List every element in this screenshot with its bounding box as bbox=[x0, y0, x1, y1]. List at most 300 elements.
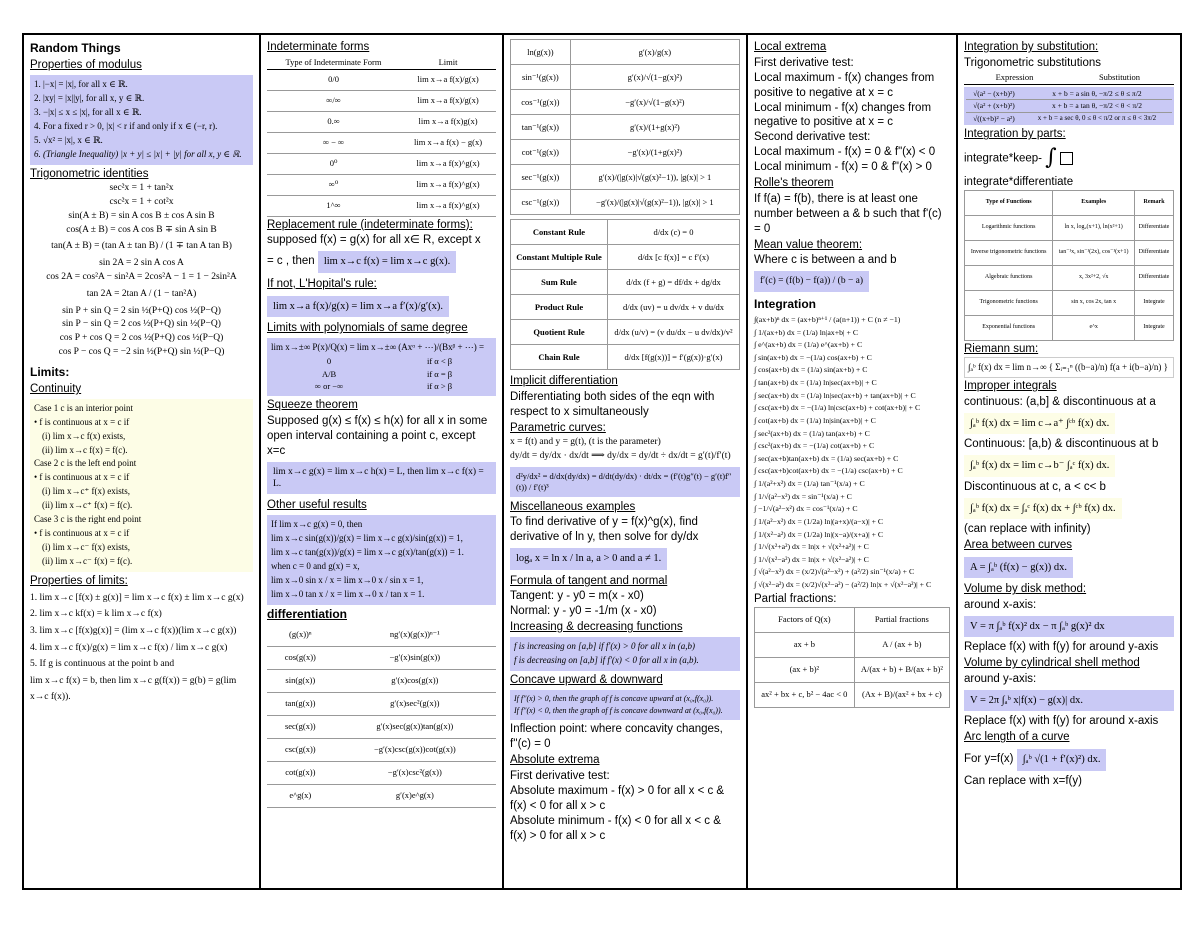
table-row bbox=[511, 345, 740, 370]
table-cell: ln(g(x)) bbox=[511, 40, 571, 65]
continuity-line: (ii) lim x→c⁻ f(x) = f(c). bbox=[42, 556, 133, 566]
table-cell: cot(g(x)) bbox=[267, 761, 334, 784]
local-extrema-heading: Local extrema bbox=[754, 41, 827, 53]
table-row bbox=[511, 220, 740, 245]
absolute-extrema-heading: Absolute extrema bbox=[510, 754, 600, 767]
useful-result: lim x→0 sin x / x = lim x→0 x / sin x = 1, bbox=[271, 574, 424, 585]
table-cell: lim x→a f(x)/g(x) bbox=[400, 69, 496, 90]
table-cell: −g′(x)csc(g(x))cot(g(x)) bbox=[334, 738, 496, 761]
case-condition: if α < β bbox=[426, 355, 453, 366]
table-cell: e^g(x) bbox=[267, 784, 334, 807]
table-cell: lim x→a f(x) − g(x) bbox=[400, 132, 496, 153]
misc-heading: Miscellaneous examples bbox=[510, 500, 636, 513]
table-row bbox=[511, 115, 740, 140]
table-cell: lim x→a f(x)/g(x) bbox=[400, 90, 496, 111]
replacement-text: supposed f(x) = g(x) for all x∈ R, except x bbox=[267, 234, 481, 247]
modulus-item: 3. −|x| ≤ x ≤ |x|, for all x ∈ ℝ. bbox=[34, 106, 142, 117]
table-cell: cos(g(x)) bbox=[267, 646, 334, 669]
table-cell: x + b = a sin θ, −π/2 ≤ θ ≤ π/2 bbox=[1022, 88, 1172, 100]
table-cell: A/(ax + b) + B/(ax + b)² bbox=[854, 657, 949, 682]
inflection-text: Inflection point: where concavity changes, f''(c) = 0 bbox=[510, 723, 723, 751]
table-cell: −g′(x)/(1+g(x)²) bbox=[570, 140, 739, 165]
table-cell: g′(x)e^g(x) bbox=[334, 784, 496, 807]
integral-formula: ∫ 1/√(x²−a²) dx = ln|x + √(x²−a²)| + C bbox=[754, 554, 869, 564]
table-cell: ln x, log₂(x+1), ln(x²+1) bbox=[1053, 215, 1135, 240]
table-cell: sin(g(x)) bbox=[267, 669, 334, 692]
modulus-box bbox=[30, 75, 253, 165]
table-row bbox=[267, 669, 496, 692]
absolute-extrema-test: First derivative test: bbox=[510, 769, 610, 782]
continuity-line: • f is continuous at x = c if bbox=[34, 472, 130, 483]
table-header: Type of Indeterminate Form bbox=[267, 56, 400, 69]
integral-formula: ∫ cos(ax+b) dx = (1/a) sin(ax+b) + C bbox=[754, 365, 868, 375]
replacement-line bbox=[267, 248, 496, 276]
integral-formula: ∫ 1/(a²+x²) dx = (1/a) tan⁻¹(x/a) + C bbox=[754, 479, 865, 489]
rule-formula: d/dx [c f(x)] = c f′(x) bbox=[607, 245, 739, 270]
indeterminate-table bbox=[267, 56, 496, 217]
rule-formula: d/dx (f + g) = df/dx + dg/dx bbox=[607, 270, 739, 295]
table-row bbox=[965, 315, 1174, 340]
table-row bbox=[267, 624, 496, 647]
rule-formula: d/dx [f(g(x))] = f′(g(x))·g′(x) bbox=[607, 345, 739, 370]
improper-equation: ∫ₐᵇ f(x) dx = ∫ₐᶜ f(x) dx + ∫ᶜᵇ f(x) dx. bbox=[964, 498, 1122, 519]
table-header: Substitution bbox=[1065, 71, 1174, 84]
indeterminate-heading: Indeterminate forms bbox=[267, 41, 370, 53]
column-derivatives bbox=[504, 35, 748, 888]
rolle-heading: Rolle's theorem bbox=[754, 177, 834, 190]
limits-heading: Limits: bbox=[30, 364, 70, 379]
table-row bbox=[267, 692, 496, 715]
squeeze-text: Supposed g(x) ≤ f(x) ≤ h(x) for all x in some open interval containing a point c, except x=c bbox=[267, 415, 488, 457]
table-row bbox=[267, 715, 496, 738]
table-cell: Algebraic functions bbox=[965, 265, 1053, 290]
shell-note: Replace f(x) with f(y) for around x-axis bbox=[964, 715, 1159, 728]
table-row bbox=[267, 111, 496, 132]
continuity-box bbox=[30, 399, 253, 572]
parts-differentiate-text: integrate*differentiate bbox=[964, 175, 1074, 188]
differentiation-heading: differentiation bbox=[267, 606, 347, 621]
riemann-heading: Riemann sum: bbox=[964, 342, 1039, 355]
useful-result: If lim x→c g(x) = 0, then bbox=[271, 518, 363, 529]
continuity-line: (i) lim x→c⁺ f(x) exists, bbox=[42, 486, 130, 497]
modulus-item: 4. For a fixed r > 0, |x| < r if and only if x ∈ (−r, r). bbox=[34, 120, 218, 131]
table-cell: cos⁻¹(g(x)) bbox=[511, 90, 571, 115]
rule-name: Product Rule bbox=[511, 295, 608, 320]
table-cell: −g′(x)/(|g(x)|√(g(x)²−1)), |g(x)| > 1 bbox=[570, 190, 739, 215]
table-row bbox=[511, 65, 740, 90]
lhopital-heading: If not, L'Hopital's rule: bbox=[267, 277, 377, 290]
trig-identity: sin P − sin Q = 2 cos ½(P+Q) sin ½(P−Q) bbox=[62, 319, 221, 330]
improper-note: (can replace with infinity) bbox=[964, 523, 1091, 536]
table-cell: −g′(x)csc²(g(x)) bbox=[334, 761, 496, 784]
continuity-line: (i) lim x→c f(x) exists, bbox=[42, 430, 126, 441]
table-header: Expression bbox=[964, 71, 1065, 84]
table-cell: √(a² − (x+b)²) bbox=[966, 88, 1022, 100]
table-cell: 0⁰ bbox=[267, 153, 400, 174]
table-cell: x + b = a sec θ, 0 ≤ θ < π/2 or π ≤ θ < 3π/2 bbox=[1037, 114, 1157, 123]
local-extrema-line: Local minimum - f(x) = 0 & f"(x) > 0 bbox=[754, 161, 932, 174]
concave-up-line: If f″(x) > 0, then the graph of f is concave upward at (x₀,f(x₀)). bbox=[514, 693, 714, 703]
table-row bbox=[267, 195, 496, 216]
table-header: Remark bbox=[1135, 190, 1174, 215]
table-cell: g′(x)sec²(g(x)) bbox=[334, 692, 496, 715]
implicit-text: Differentiating both sides of the eqn with respect to x simultaneously bbox=[510, 390, 715, 418]
table-row bbox=[511, 140, 740, 165]
rule-formula: d/dx (u/v) = (v du/dx − u dv/dx)/v² bbox=[607, 320, 739, 345]
table-cell: lim x→a f(x)^g(x) bbox=[400, 174, 496, 195]
lhopital-equation: lim x→a f(x)/g(x) = lim x→a f′(x)/g′(x). bbox=[267, 296, 449, 317]
integral-formula: ∫ e^(ax+b) dx = (1/a) e^(ax+b) + C bbox=[754, 340, 863, 350]
rule-name: Constant Multiple Rule bbox=[511, 245, 608, 270]
misc-text: To find derivative of y = f(x)^g(x), find derivative of ln y, then solve for dy/dx bbox=[510, 516, 699, 544]
table-row bbox=[267, 90, 496, 111]
polynomial-heading: Limits with polynomials of same degree bbox=[267, 322, 468, 335]
table-header: Type of Functions bbox=[965, 190, 1053, 215]
disk-heading: Volume by disk method: bbox=[964, 583, 1087, 596]
replacement-equation: lim x→c f(x) = lim x→c g(x). bbox=[318, 251, 456, 273]
limit-properties bbox=[30, 590, 253, 706]
trig-substitution-text: Trigonometric substitutions bbox=[964, 56, 1101, 69]
continuity-line: (ii) lim x→c f(x) = f(c). bbox=[42, 444, 128, 455]
modulus-item: 6. (Triangle Inequality) |x + y| ≤ |x| + |y| for all x, y ∈ ℝ. bbox=[34, 148, 242, 159]
trig-substitution-rows bbox=[966, 88, 1172, 125]
table-cell: x, 3x²+2, √x bbox=[1053, 265, 1135, 290]
integral-formula: ∫ 1/√(x²+a²) dx = ln|x + √(x²+a²)| + C bbox=[754, 542, 869, 552]
continuity-heading: Continuity bbox=[30, 382, 82, 395]
arc-length-text: For y=f(x) bbox=[964, 753, 1014, 766]
inverse-derivative-table bbox=[510, 39, 740, 215]
continuity-line: (ii) lim x→c⁺ f(x) = f(c). bbox=[42, 500, 133, 511]
limit-property: 2. lim x→c kf(x) = k lim x→c f(x) bbox=[30, 609, 162, 620]
table-row bbox=[511, 245, 740, 270]
table-cell: Integrate bbox=[1135, 290, 1174, 315]
trig-identity: sin(A ± B) = sin A cos B ± cos A sin B bbox=[68, 210, 215, 221]
local-extrema-line: Local maximum - f(x) changes from positive to negative at x = c bbox=[754, 71, 935, 99]
table-cell: sec(g(x)) bbox=[267, 715, 334, 738]
trig-identity: cos 2A = cos²A − sin²A = 2cos²A − 1 = 1 − 2sin²A bbox=[46, 272, 237, 283]
useful-result: lim x→c sin(g(x))/g(x) = lim x→c g(x)/sin(g(x)) = 1, bbox=[271, 532, 463, 543]
continuity-line: (i) lim x→c⁻ f(x) exists, bbox=[42, 542, 130, 553]
mvt-text: Where c is between a and b bbox=[754, 254, 897, 267]
local-extrema-line: Local minimum - f(x) changes from negative to positive at x = c bbox=[754, 101, 932, 129]
table-cell: ∞ − ∞ bbox=[267, 132, 400, 153]
substitution-heading: Integration by substitution: bbox=[964, 41, 1099, 53]
liate-table bbox=[964, 190, 1174, 341]
decreasing-line: f is decreasing on [a,b] if f′(x) < 0 for all x in (a,b). bbox=[514, 654, 699, 665]
table-row bbox=[267, 784, 496, 807]
section-title: Random Things bbox=[30, 41, 121, 55]
table-row bbox=[267, 738, 496, 761]
rule-name: Quotient Rule bbox=[511, 320, 608, 345]
case-value: A/B bbox=[321, 368, 337, 379]
implicit-heading: Implicit differentiation bbox=[510, 375, 618, 387]
continuity-line: Case 2 c is the left end point bbox=[34, 458, 137, 469]
tangent-heading: Formula of tangent and normal bbox=[510, 574, 668, 587]
table-cell: g′(x)sec(g(x))tan(g(x)) bbox=[334, 715, 496, 738]
modulus-item: 1. |−x| = |x|, for all x ∈ ℝ. bbox=[34, 79, 128, 90]
rule-name: Constant Rule bbox=[511, 220, 608, 245]
parts-heading: Integration by parts: bbox=[964, 128, 1066, 141]
trig-identity: cos P − cos Q = −2 sin ½(P+Q) sin ½(P−Q) bbox=[58, 346, 225, 357]
squeeze-heading: Squeeze theorem bbox=[267, 399, 358, 412]
table-cell: ng′(x)(g(x))ⁿ⁻¹ bbox=[334, 624, 496, 647]
local-extrema-line: Second derivative test: bbox=[754, 131, 871, 144]
column-integration-applications bbox=[958, 35, 1180, 888]
table-cell: csc⁻¹(g(x)) bbox=[511, 190, 571, 215]
limit-property: lim x→c f(x) = b, then lim x→c g(f(x)) = g(b) = g(lim x→c f(x)). bbox=[30, 675, 237, 703]
parametric-line: x = f(t) and y = g(t), (t is the parameter) bbox=[510, 437, 661, 448]
table-cell: (Ax + B)/(ax² + bx + c) bbox=[854, 682, 949, 707]
trig-identities bbox=[30, 182, 253, 359]
trig-identity: csc²x = 1 + cot²x bbox=[109, 197, 174, 208]
trig-identity: sec²x = 1 + tan²x bbox=[109, 183, 174, 194]
integral-formula: ∫ √(x²−a²) dx = (x/2)√(x²−a²) − (a²/2) ln|x + √(x²−a²)| + C bbox=[754, 580, 932, 590]
integral-formula: ∫ 1/(a²−x²) dx = (1/2a) ln|(a+x)/(a−x)| + C bbox=[754, 516, 884, 526]
table-cell: Trigonometric functions bbox=[965, 290, 1053, 315]
case-value: ∞ or −∞ bbox=[314, 381, 344, 392]
partial-fractions-table bbox=[754, 607, 950, 708]
table-row bbox=[965, 190, 1174, 215]
table-row bbox=[755, 657, 950, 682]
case-row bbox=[271, 355, 492, 368]
concave-down-line: If f″(x) < 0, then the graph of f is concave downward at (x₀,f(x₀)). bbox=[514, 705, 723, 715]
limit-property: 4. lim x→c f(x)/g(x) = lim x→c f(x) / lim x→c g(x) bbox=[30, 642, 228, 653]
table-cell: lim x→a f(x)^g(x) bbox=[400, 195, 496, 216]
continuity-line: Case 3 c is the right end point bbox=[34, 514, 142, 525]
case-condition: if α > β bbox=[426, 381, 453, 392]
table-row bbox=[966, 88, 1172, 100]
table-cell: lim x→a f(x)g(x) bbox=[400, 111, 496, 132]
table-cell: ∞⁰ bbox=[267, 174, 400, 195]
integral-sign-icon: ∫ bbox=[1045, 145, 1057, 171]
table-cell: sin x, cos 2x, tan x bbox=[1053, 290, 1135, 315]
increasing-box bbox=[510, 637, 740, 671]
integral-formula: ∫ csc(ax+b) dx = −(1/a) ln|csc(ax+b) + cot(ax+b)| + C bbox=[754, 403, 921, 413]
table-cell: g′(x)/g(x) bbox=[570, 40, 739, 65]
table-row bbox=[965, 265, 1174, 290]
integral-formula: ∫ 1/√(a²−x²) dx = sin⁻¹(x/a) + C bbox=[754, 491, 852, 501]
concave-heading: Concave upward & downward bbox=[510, 673, 663, 686]
replacement-text-2: = c , then bbox=[267, 255, 315, 268]
continuity-line: • f is continuous at x = c if bbox=[34, 528, 130, 539]
table-cell: √(a² + (x+b)²) bbox=[966, 100, 1022, 113]
table-cell: Differentiate bbox=[1135, 240, 1174, 265]
table-cell: sin⁻¹(g(x)) bbox=[511, 65, 571, 90]
table-cell: x + b = a tan θ, −π/2 < θ < π/2 bbox=[1022, 100, 1172, 113]
limit-properties-heading: Properties of limits: bbox=[30, 574, 128, 587]
table-cell: Differentiate bbox=[1135, 215, 1174, 240]
column-extrema-integration bbox=[748, 35, 958, 888]
case-value: 0 bbox=[326, 355, 332, 366]
trig-identity: tan(A ± B) = (tan A ± tan B) / (1 ∓ tan A tan B) bbox=[51, 241, 232, 252]
shell-text: around y-axis: bbox=[964, 673, 1037, 686]
table-cell: csc(g(x)) bbox=[267, 738, 334, 761]
rule-name: Sum Rule bbox=[511, 270, 608, 295]
partial-fractions-heading: Partial fractions: bbox=[754, 592, 837, 605]
table-cell: (g(x))ⁿ bbox=[267, 624, 334, 647]
table-cell: Inverse trigonometric functions bbox=[965, 240, 1053, 265]
parametric-second-derivative: d²y/dx² = d/dx(dy/dx) = d/dt(dy/dx) · dt/dx = (f′(t)g″(t) − g′(t)f″(t)) / f′(t)³ bbox=[510, 467, 740, 497]
trig-identity: cos P + cos Q = 2 cos ½(P+Q) cos ½(P−Q) bbox=[59, 333, 224, 344]
table-row bbox=[267, 69, 496, 90]
trig-identity: cos(A ± B) = cos A cos B ∓ sin A sin B bbox=[66, 224, 217, 235]
table-cell: lim x→a f(x)^g(x) bbox=[400, 153, 496, 174]
disk-equation: V = π ∫ₐᵇ f(x)² dx − π ∫ₐᵇ g(x)² dx bbox=[964, 616, 1174, 637]
column-limits bbox=[261, 35, 504, 888]
integral-formula: ∫ sin(ax+b) dx = −(1/a) cos(ax+b) + C bbox=[754, 352, 872, 362]
concave-box bbox=[510, 690, 740, 721]
trig-substitution-table bbox=[964, 71, 1174, 85]
improper-equation: ∫ₐᵇ f(x) dx = lim c→a⁺ ∫ᶜᵇ f(x) dx. bbox=[964, 413, 1115, 434]
disk-note: Replace f(x) with f(y) for around y-axis bbox=[964, 641, 1159, 654]
improper-text: continuous: (a,b] & discontinuous at a bbox=[964, 396, 1156, 409]
table-cell: g′(x)cos(g(x)) bbox=[334, 669, 496, 692]
table-cell: sec⁻¹(g(x)) bbox=[511, 165, 571, 190]
table-cell: Exponential functions bbox=[965, 315, 1053, 340]
improper-text: Discontinuous at c, a < c< b bbox=[964, 480, 1106, 493]
table-row bbox=[965, 240, 1174, 265]
improper-heading: Improper integrals bbox=[964, 380, 1057, 393]
case-row bbox=[271, 368, 492, 381]
integral-formula: ∫(ax+b)ⁿ dx = (ax+b)ⁿ⁺¹ / (a(n+1)) + C (n ≠ −1) bbox=[754, 314, 901, 324]
arc-length-equation: ∫ₐᵇ √(1 + f′(x)²) dx. bbox=[1017, 749, 1107, 771]
integral-formula: ∫ −1/√(a²−x²) dx = cos⁻¹(x/a) + C bbox=[754, 504, 858, 514]
table-cell: ∞/∞ bbox=[267, 90, 400, 111]
disk-text: around x-axis: bbox=[964, 598, 1037, 611]
integral-formula: ∫ sec(ax+b)tan(ax+b) dx = (1/a) sec(ax+b) + C bbox=[754, 453, 899, 463]
table-cell: Logarithmic functions bbox=[965, 215, 1053, 240]
table-row bbox=[511, 165, 740, 190]
modulus-heading: Properties of modulus bbox=[30, 59, 142, 72]
integral-formula: ∫ 1/(ax+b) dx = (1/a) ln|ax+b| + C bbox=[754, 327, 859, 337]
increasing-line: f is increasing on [a,b] if f′(x) > 0 for all x in (a,b) bbox=[514, 640, 695, 651]
parts-keep-line bbox=[964, 144, 1174, 173]
table-header: Examples bbox=[1053, 190, 1135, 215]
table-cell: √((x+b)² − a²) bbox=[973, 113, 1015, 123]
parts-keep-text: integrate*keep- bbox=[964, 152, 1042, 165]
placeholder-box-icon bbox=[1060, 152, 1073, 165]
continuity-line: • f is continuous at x = c if bbox=[34, 416, 130, 427]
table-cell: 0.∞ bbox=[267, 111, 400, 132]
table-cell: 0/0 bbox=[267, 69, 400, 90]
rules-table bbox=[510, 219, 740, 370]
arc-length-note: Can replace with x=f(y) bbox=[964, 774, 1082, 787]
table-cell: A / (ax + b) bbox=[854, 632, 949, 657]
parametric-line: dy/dt = dy/dx · dx/dt ⟹ dy/dx = dy/dt ÷ dx/dt = g′(t)/f′(t) bbox=[510, 451, 731, 462]
limit-property: 5. If g is continuous at the point b and bbox=[30, 659, 175, 670]
table-row bbox=[267, 761, 496, 784]
table-row bbox=[267, 646, 496, 669]
integral-formula: ∫ 1/(x²−a²) dx = (1/2a) ln|(x−a)/(x+a)| + C bbox=[754, 529, 884, 539]
table-row bbox=[511, 270, 740, 295]
table-row bbox=[267, 153, 496, 174]
integral-formula: ∫ sec²(ax+b) dx = (1/a) tan(ax+b) + C bbox=[754, 428, 870, 438]
rule-name: Chain Rule bbox=[511, 345, 608, 370]
differentiation-table bbox=[267, 624, 496, 808]
useful-result: lim x→c tan(g(x))/g(x) = lim x→c g(x)/tan(g(x)) = 1. bbox=[271, 546, 464, 557]
mvt-heading: Mean value theorem: bbox=[754, 238, 863, 251]
table-cell: e^x bbox=[1053, 315, 1135, 340]
integral-formula: ∫ csc(ax+b)cot(ax+b) dx = −(1/a) csc(ax+b) + C bbox=[754, 466, 903, 476]
trig-identity: tan 2A = 2tan A / (1 − tan²A) bbox=[86, 288, 197, 299]
table-cell: g′(x)/(1+g(x)²) bbox=[570, 115, 739, 140]
rule-formula: d/dx (c) = 0 bbox=[607, 220, 739, 245]
trig-substitution-box bbox=[964, 87, 1174, 126]
cheat-sheet bbox=[22, 33, 1182, 890]
table-cell: ax² + bx + c, b² − 4ac < 0 bbox=[755, 682, 855, 707]
integral-list bbox=[754, 314, 950, 592]
shell-heading: Volume by cylindrical shell method bbox=[964, 657, 1140, 670]
tangent-line: Tangent: y - y0 = m(x - x0) bbox=[510, 590, 644, 603]
limit-property: 3. lim x→c [f(x)g(x)] = (lim x→c f(x))(lim x→c g(x)) bbox=[30, 625, 237, 636]
increasing-heading: Increasing & decreasing functions bbox=[510, 621, 683, 634]
modulus-item: 5. √x² = |x|, x ∈ ℝ. bbox=[34, 134, 103, 145]
riemann-equation: ∫ₐᵇ f(x) dx = lim n→∞ { Σᵢ₌₁ⁿ ((b−a)/n) f(a + i(b−a)/n) } bbox=[964, 357, 1174, 378]
absolute-maximum: Absolute maximum - f(x) > 0 for all x < c & f(x) < 0 for all x > c bbox=[510, 784, 725, 812]
trig-identity: sin 2A = 2 sin A cos A bbox=[99, 258, 184, 269]
modulus-item: 2. |xy| = |x||y|, for all x, y ∈ ℝ. bbox=[34, 93, 145, 104]
rule-formula: d/dx (uv) = u dv/dx + v du/dx bbox=[607, 295, 739, 320]
table-header: Partial fractions bbox=[854, 607, 949, 632]
table-row bbox=[965, 215, 1174, 240]
polynomial-cases bbox=[271, 355, 492, 394]
rolle-text: If f(a) = f(b), there is at least one number between a & b such that f'(c) = 0 bbox=[754, 192, 942, 235]
table-row bbox=[511, 190, 740, 215]
table-cell: Integrate bbox=[1135, 315, 1174, 340]
log-equation: logₐ x = ln x / ln a, a > 0 and a ≠ 1. bbox=[510, 548, 667, 569]
useful-result: lim x→0 tan x / x = lim x→0 x / tan x = 1. bbox=[271, 588, 425, 599]
table-cell: g′(x)/√(1−g(x)²) bbox=[570, 65, 739, 90]
table-cell: g′(x)/(|g(x)|√(g(x)²−1)), |g(x)| > 1 bbox=[570, 165, 739, 190]
mvt-equation: f′(c) = (f(b) − f(a)) / (b − a) bbox=[754, 271, 869, 291]
improper-text: Continuous: [a,b) & discontinuous at b bbox=[964, 438, 1159, 451]
arc-length-line bbox=[964, 746, 1174, 774]
table-row bbox=[511, 90, 740, 115]
table-cell: tan(g(x)) bbox=[267, 692, 334, 715]
local-extrema-line: Local maximum - f(x) = 0 & f"(x) < 0 bbox=[754, 146, 936, 159]
local-extrema-line: First derivative test: bbox=[754, 56, 854, 69]
integration-heading: Integration bbox=[754, 296, 816, 311]
parametric-heading: Parametric curves: bbox=[510, 421, 606, 434]
table-row bbox=[965, 290, 1174, 315]
replacement-heading: Replacement rule (indeterminate forms): bbox=[267, 218, 473, 231]
table-row bbox=[755, 632, 950, 657]
table-row bbox=[511, 40, 740, 65]
polynomial-box bbox=[267, 338, 496, 397]
integral-formula: ∫ √(a²−x²) dx = (x/2)√(a²−x²) + (a²/2) sin⁻¹(x/a) + C bbox=[754, 567, 915, 577]
table-row bbox=[267, 174, 496, 195]
table-row bbox=[966, 112, 1172, 124]
absolute-minimum: Absolute minimum - f(x) < 0 for all x < c & f(x) > 0 for all x > c bbox=[510, 814, 721, 842]
table-header: Factors of Q(x) bbox=[755, 607, 855, 632]
integral-formula: ∫ cot(ax+b) dx = (1/a) ln|sin(ax+b)| + C bbox=[754, 415, 876, 425]
table-row bbox=[267, 132, 496, 153]
case-condition: if α = β bbox=[426, 368, 453, 379]
table-row bbox=[511, 320, 740, 345]
continuity-line: Case 1 c is an interior point bbox=[34, 402, 133, 413]
trig-identity: sin P + sin Q = 2 sin ½(P+Q) cos ½(P−Q) bbox=[62, 305, 221, 316]
area-equation: A = ∫ₐᵇ (f(x) − g(x)) dx. bbox=[964, 557, 1073, 578]
table-cell: cot⁻¹(g(x)) bbox=[511, 140, 571, 165]
table-header: Limit bbox=[400, 56, 496, 69]
useful-result: when c = 0 and g(x) = x, bbox=[271, 560, 360, 571]
squeeze-equation: lim x→c g(x) = lim x→c h(x) = L, then lim x→c f(x) = L. bbox=[267, 462, 496, 494]
case-row bbox=[271, 380, 492, 393]
table-row bbox=[755, 607, 950, 632]
table-cell: tan⁻¹(g(x)) bbox=[511, 115, 571, 140]
normal-line: Normal: y - y0 = -1/m (x - x0) bbox=[510, 605, 657, 618]
useful-results-heading: Other useful results bbox=[267, 499, 367, 512]
